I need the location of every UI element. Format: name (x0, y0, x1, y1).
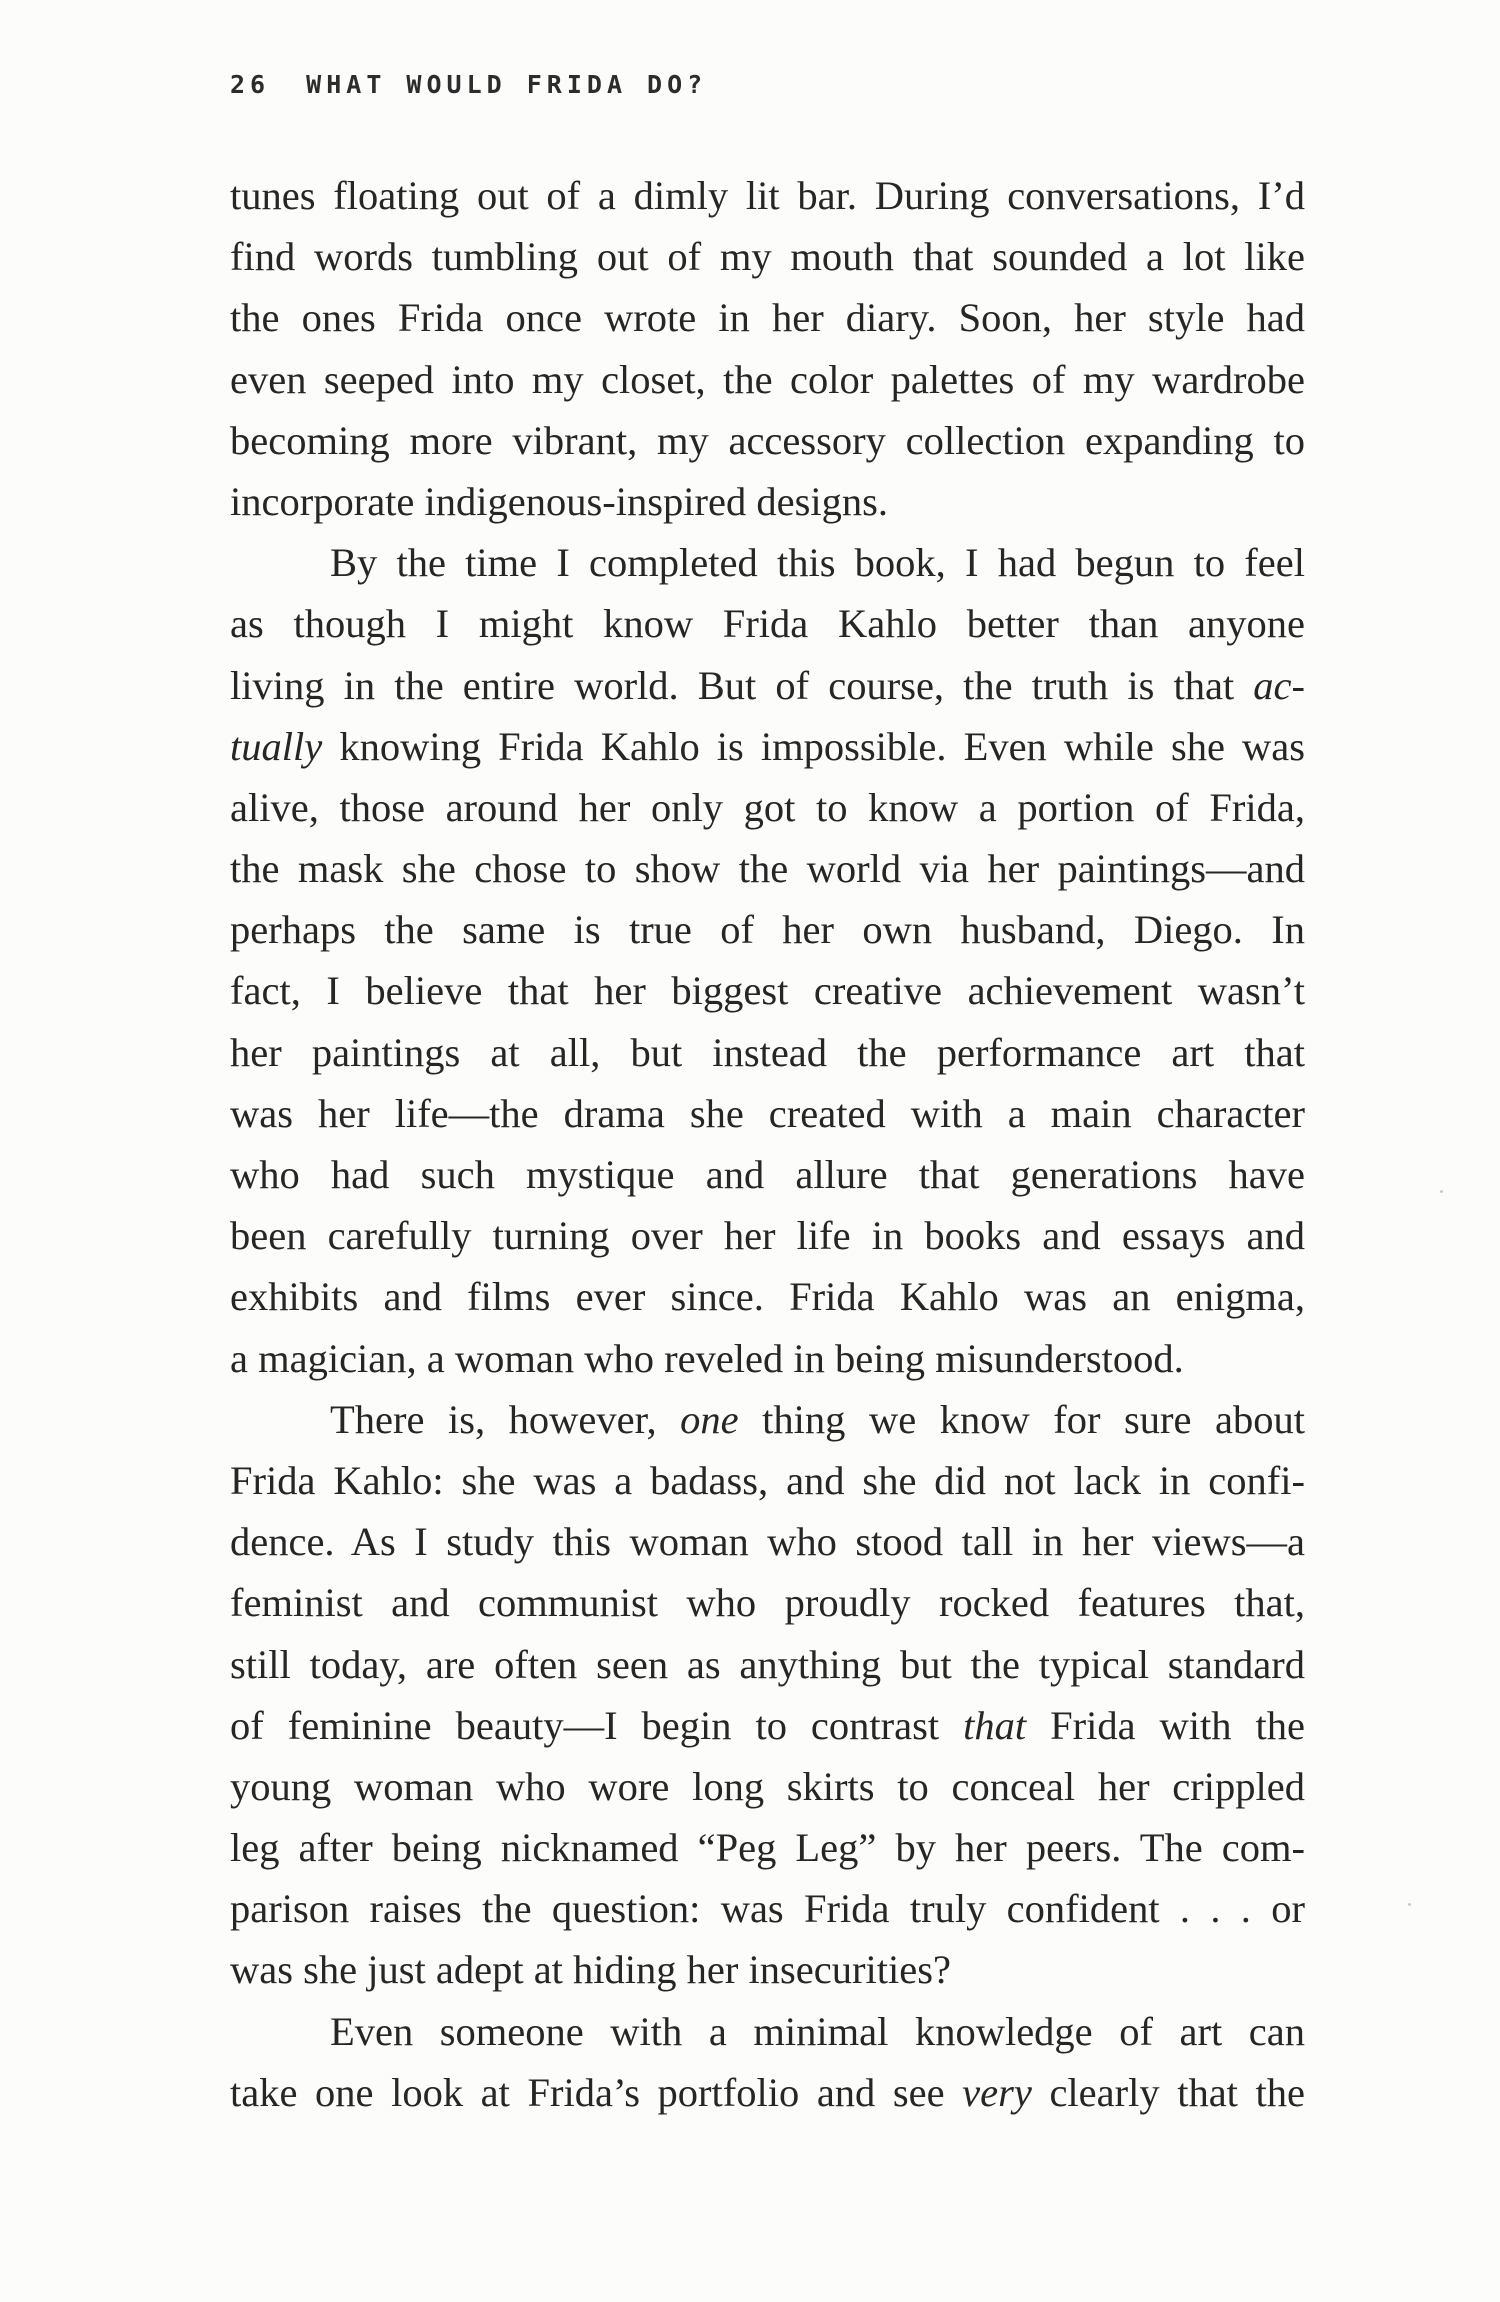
text-line (230, 1572, 1305, 1633)
scan-speck (1440, 1190, 1443, 1193)
text-run: By the time I completed this book, I had begun to feel (330, 540, 1305, 586)
text-line (230, 1939, 1305, 2000)
text-run: alive, those around her only got to know a portion of Frida, (230, 784, 1305, 830)
page-number: 26 (230, 70, 271, 99)
text-run: was she just adept at hiding her insecurities? (230, 1947, 951, 1993)
text-line (230, 716, 1305, 777)
italic-text: very (962, 2069, 1032, 2115)
text-run: living in the entire world. But of course, the truth is that (230, 662, 1254, 708)
text-line (230, 226, 1305, 287)
text-run: tunes floating out of a dimly lit bar. During conversations, I’d (230, 173, 1305, 218)
text-line (230, 471, 1305, 532)
paragraph (230, 2001, 1305, 2123)
text-line (230, 2001, 1305, 2062)
body-text (230, 165, 1305, 2123)
text-line (230, 838, 1305, 899)
text-line (230, 1511, 1305, 1572)
text-run: her paintings at all, but instead the performance art that (230, 1029, 1305, 1075)
text-run: of feminine beauty—I begin to contrast (230, 1702, 964, 1748)
italic-text: tually (230, 723, 323, 769)
text-run: knowing Frida Kahlo is impossible. Even while she was (322, 723, 1305, 769)
text-line (230, 1022, 1305, 1083)
text-run: a magician, a woman who reveled in being misunderstood. (230, 1335, 1184, 1381)
text-run: There is, however, (330, 1396, 681, 1442)
book-title: WHAT WOULD FRIDA DO? (306, 70, 708, 99)
scan-speck (1408, 1903, 1411, 1906)
text-line (230, 349, 1305, 410)
text-line (230, 2062, 1305, 2123)
text-run: who had such mystique and allure that generations have (230, 1152, 1305, 1197)
text-run: exhibits and films ever since. Frida Kahlo was an enigma, (230, 1274, 1305, 1320)
text-line (230, 1817, 1305, 1878)
text-line (230, 532, 1305, 593)
text-run: perhaps the same is true of her own husband, Diego. In (230, 907, 1305, 953)
text-line (230, 1878, 1305, 1939)
paragraph (230, 1389, 1305, 2001)
text-line (230, 1328, 1305, 1389)
text-run: young woman who wore long skirts to conceal her crippled (230, 1763, 1305, 1809)
text-line (230, 1450, 1305, 1511)
text-line (230, 1205, 1305, 1266)
italic-text: one (680, 1396, 739, 1442)
text-line (230, 1695, 1305, 1756)
text-run: still today, are often seen as anything but the typical standard (230, 1641, 1305, 1687)
text-line (230, 1756, 1305, 1817)
text-line (230, 287, 1305, 348)
text-run: incorporate indigenous-inspired designs. (230, 478, 888, 524)
text-line (230, 960, 1305, 1021)
paragraph (230, 532, 1305, 1389)
text-run: was her life—the drama she created with a main character (230, 1090, 1305, 1136)
text-run: take one look at Frida’s portfolio and see (230, 2069, 963, 2115)
text-run: clearly that the (1031, 2069, 1305, 2115)
text-line (230, 1634, 1305, 1695)
text-line (230, 593, 1305, 654)
text-run: leg after being nicknamed “Peg Leg” by her peers. The com- (230, 1825, 1305, 1871)
text-run: feminist and communist who proudly rocked features that, (230, 1580, 1305, 1626)
text-run: thing we know for sure about (738, 1396, 1305, 1442)
italic-text: ac- (1253, 662, 1305, 708)
text-run: as though I might know Frida Kahlo better than anyone (230, 601, 1305, 647)
text-run: becoming more vibrant, my accessory collection expanding to (230, 417, 1305, 463)
text-run: even seeped into my closet, the color palettes of my wardrobe (230, 356, 1305, 402)
text-run: the ones Frida once wrote in her diary. Soon, her style had (230, 295, 1305, 341)
text-run: the mask she chose to show the world via her paintings—and (230, 846, 1305, 892)
text-line (230, 1144, 1305, 1205)
text-run: parison raises the question: was Frida truly confident . . . or (230, 1886, 1305, 1932)
text-line (230, 655, 1305, 716)
text-line (230, 165, 1305, 226)
text-run: Frida with the (1026, 1702, 1305, 1748)
text-line (230, 899, 1305, 960)
running-head (230, 70, 707, 99)
text-run: dence. As I study this woman who stood tall in her views—a (230, 1519, 1305, 1565)
text-line (230, 1083, 1305, 1144)
text-run: Frida Kahlo: she was a badass, and she did not lack in confi- (230, 1457, 1305, 1503)
text-line (230, 1266, 1305, 1327)
paragraph (230, 165, 1305, 532)
text-run: Even someone with a minimal knowledge of art can (330, 2008, 1305, 2054)
text-run: been carefully turning over her life in books and essays and (230, 1213, 1305, 1259)
text-line (230, 1389, 1305, 1450)
text-run: find words tumbling out of my mouth that sounded a lot like (230, 234, 1305, 280)
text-line (230, 410, 1305, 471)
italic-text: that (963, 1702, 1027, 1748)
text-line (230, 777, 1305, 838)
text-run: fact, I believe that her biggest creative achievement wasn’t (230, 968, 1305, 1014)
